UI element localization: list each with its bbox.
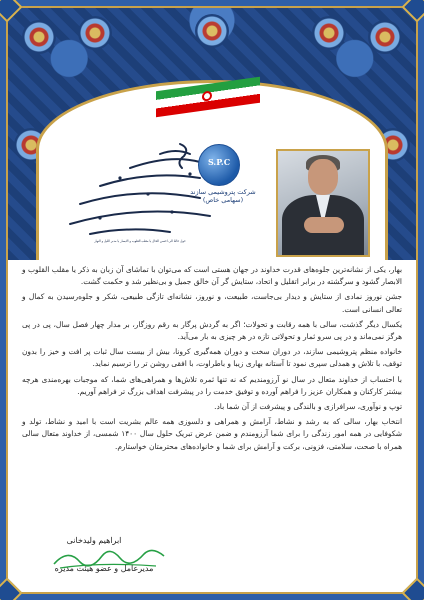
calligraphy-text: حول حالنا الی احسن الحال یا مقلب القلوب و الابصار یا مدبر اللیل و النهار (94, 239, 186, 243)
signer-name: ابراهیم ولیدخانی (66, 536, 122, 545)
logo-text: S.P.C (207, 157, 231, 167)
message-paragraph: جشن نوروز نمادی از ستایش و دیدار بی‌جاست، طبیعت، و نوروز، نشانه‌ای تازگی طبیعی، شکر و جلوه‌رسیدن به کمال و تعالی انسانی است. (22, 292, 402, 314)
message-paragraph: توپ و نوآوری، سرافرازی و بالندگی و پیشرفت از آن شما باد. (214, 402, 402, 412)
message-paragraph: انتخاب بهار، سالی که به رشد و نشاط، آرامش و همراهی و دلسوزی همه عالم بشریت است با امید و نشاط، تولد و شکوفایی در همه امور زندگی را برای شما آرزومندم و ضمن عرض تبریک حلول سال ۱۴۰۰ شمسی، از خداوند متعال سالی همراه با صحت، سلامتی، فزونی، برکت و آرامش برای شما و خانواده‌های محترمتان خواستارم. (22, 417, 402, 451)
page-border-inner (6, 6, 418, 594)
company-subtitle: (سهامی خاص) (202, 196, 244, 205)
company-name: شرکت پتروشیمی سازند (190, 188, 256, 196)
message-paragraph: با احتساب از خداوند متعال در سال نو آرزومندیم که نه تنها ثمره تلاش‌ها و همراهی‌های شما، که موجبات بهره‌مندی هرچه بیشتر کارکنان و همکاران عزیز را فراهم آورده و توفیق خدمت را در پیشرفت اهداف بزرگ تر فراهم آوریم. (22, 374, 402, 396)
message-paragraph: بهار، یکی از نشانه‌ترین جلوه‌های قدرت خداوند در جهان هستی است که می‌توان با تماشای آن زبان به ذکر یا مقلب القلوب و الابصار گشود و سرگشته در برابر اتقلیل و اتحاد، ستایش گر آن خالق جمیل و بی‌نظیر شد و حکمت گشت. (22, 265, 402, 287)
message-paragraph: یکسال دیگر گذشت، سالی با همه رقابت و تحولات؛ اگر به گردش پرگار به رقم روزگار، بر مدار چهار فصل سال، پی در پی هرگز نمی‌ماند و در پی سرو ثمار و تحولاتی تازه در هر چیزی به بار می‌آید. (22, 319, 402, 342)
message-paragraph: خانواده منظم پتروشیمی سازند، در دوران سخت و دوران همه‌گیری کرونا، بیش از بیست سال ثبات پر افت و خیز را بدون توقف، با تلاش و همدلی سپری نمود تا آستانه بهاری زیبا و باطراوت، با افقی روشن تر را ترسیم نماید. (22, 347, 402, 369)
signer-title: مدیرعامل و عضو هیئت مدیره (54, 564, 154, 573)
